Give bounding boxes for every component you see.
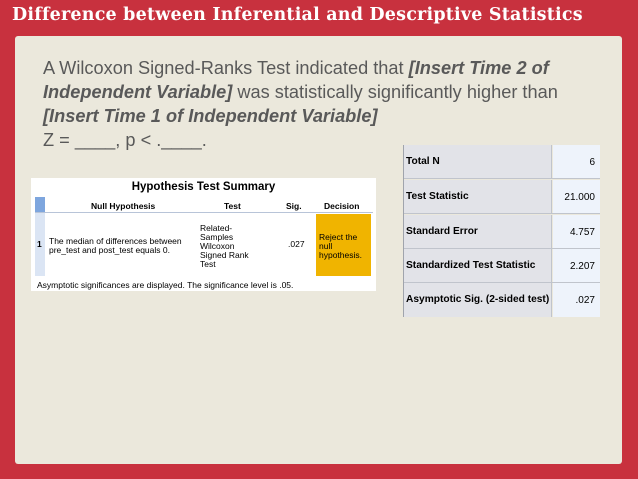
stats-value: 6 — [589, 157, 595, 168]
hts-table — [35, 197, 373, 276]
body-emphasis-time1: [Insert Time 1 of Independent Variable] — [43, 106, 378, 126]
hts-test-cell: Related-Samples Wilcoxon Signed Rank Test — [200, 223, 249, 269]
stats-label-cell — [403, 215, 552, 248]
hts-header-test: Test — [224, 201, 241, 211]
hts-null-hypothesis-cell: The median of differences between pre_test and post_test equals 0. — [49, 236, 182, 255]
hts-title: Hypothesis Test Summary — [131, 181, 276, 193]
slide-title: Difference between Inferential and Descriptive Statistics — [12, 5, 583, 25]
stats-label: Standard Error — [406, 226, 478, 237]
stats-value-cell — [553, 283, 600, 317]
stats-value: 2.207 — [569, 261, 595, 272]
hypothesis-test-summary — [31, 178, 376, 291]
hts-sig-cell: .027 — [288, 239, 305, 249]
stats-row — [403, 145, 600, 179]
hts-header-row — [35, 197, 373, 213]
stats-value-cell — [553, 249, 600, 282]
body-text-1: A Wilcoxon Signed-Ranks Test indicated that — [43, 58, 409, 78]
stats-label-cell — [403, 283, 552, 317]
hts-footer-note: Asymptotic significances are displayed. The significance level is .05. — [37, 280, 294, 290]
stats-value-cell — [553, 145, 600, 178]
stats-row — [403, 283, 600, 317]
hts-header-decision: Decision — [324, 201, 360, 211]
stats-row — [403, 180, 600, 214]
stats-label: Standardized Test Statistic — [406, 260, 536, 271]
stats-value-cell — [553, 180, 600, 213]
stats-label-cell — [403, 249, 552, 282]
stats-row — [403, 215, 600, 249]
title-bar — [0, 0, 638, 34]
stats-value: .027 — [575, 295, 595, 306]
stats-label: Asymptotic Sig. (2-sided test) — [406, 294, 550, 305]
test-statistics-table — [403, 145, 600, 317]
stats-label-cell — [403, 180, 552, 213]
hts-decision-text: Reject the null hypothesis. — [319, 232, 362, 260]
body-emphasis-time2: [Insert Time 2 of Independent Variable] — [43, 58, 549, 102]
hts-header-null-hypothesis: Null Hypothesis — [91, 201, 156, 211]
stats-label-cell — [403, 145, 552, 178]
body-text-2: was statistically significantly higher than — [232, 82, 558, 102]
body-paragraph — [43, 56, 603, 152]
hts-header-sig: Sig. — [286, 201, 302, 211]
stats-value-cell — [553, 215, 600, 248]
stats-row — [403, 249, 600, 283]
stats-value: 4.757 — [569, 227, 595, 238]
stats-label: Test Statistic — [406, 191, 469, 202]
stats-value: 21.000 — [564, 192, 595, 203]
hts-row-index: 1 — [37, 239, 42, 249]
stats-label: Total N — [406, 156, 440, 167]
body-result-line: Z = ____, p < .____. — [43, 130, 207, 150]
stats-left-border — [403, 145, 404, 317]
